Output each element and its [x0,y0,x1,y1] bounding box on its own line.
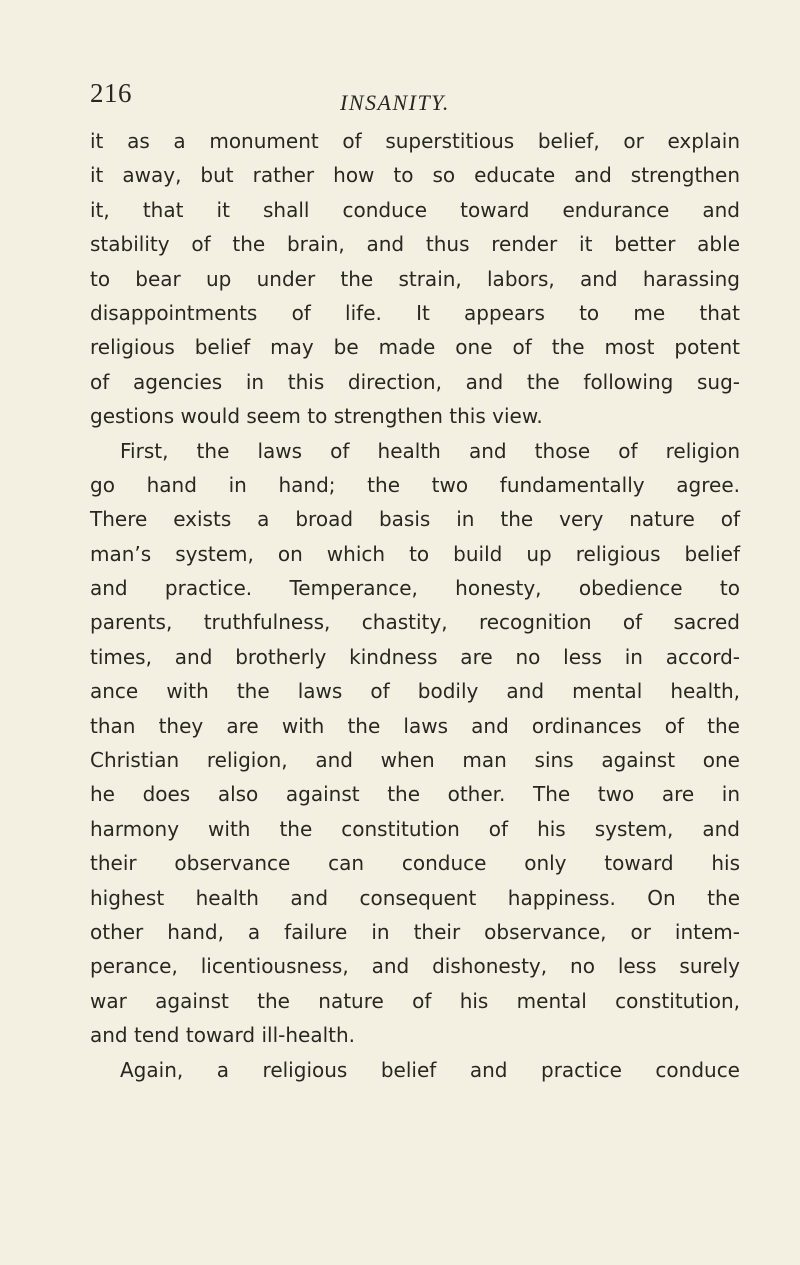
text-line: First, the laws of health and those of religion [120,438,740,463]
page-header [90,78,730,118]
page-number: 216 [90,78,132,108]
text-line: parents, truthfulness, chastity, recognition of sacred [90,610,740,635]
text-line: times, and brotherly kindness are no less in accord- [90,644,740,669]
text-line: it away, but rather how to so educate and strengthen [90,163,740,188]
body-text [90,124,740,1087]
text-line: their observance can conduce only toward his [90,851,740,876]
text-line: of agencies in this direction, and the following sug- [90,369,740,394]
text-line: ance with the laws of bodily and mental health, [90,679,740,704]
text-line: perance, licentiousness, and dishonesty, no less surely [90,954,740,979]
text-line: highest health and consequent happiness. On the [90,885,740,910]
text-line: other hand, a failure in their observance, or intem- [90,919,740,944]
text-line: harmony with the constitution of his system, and [90,816,740,841]
text-line: it as a monument of superstitious belief, or explain [90,129,740,153]
running-head: INSANITY. [340,90,450,115]
text-line: he does also against the other. The two are in [90,782,740,807]
text-line: and practice. Temperance, honesty, obedience to [90,576,740,601]
text-line: it, that it shall conduce toward endurance and [90,197,740,222]
text-line: disappointments of life. It appears to me that [90,300,740,325]
text-line: and tend toward ill-health. [90,1023,356,1048]
text-line: stability of the brain, and thus render it better able [90,232,740,257]
text-line: Again, a religious belief and practice conduce [120,1057,740,1082]
text-line: man’s system, on which to build up religious belief [90,541,740,566]
text-line: Christian religion, and when man sins against one [90,748,740,773]
text-line: to bear up under the strain, labors, and harassing [90,266,740,291]
text-line: war against the nature of his mental constitution, [90,988,740,1013]
text-line: than they are with the laws and ordinances of the [90,713,740,738]
text-line: gestions would seem to strengthen this view. [90,404,543,429]
text-line: There exists a broad basis in the very nature of [90,507,740,532]
text-line: religious belief may be made one of the most potent [90,335,740,360]
text-line: go hand in hand; the two fundamentally agree. [90,472,740,497]
